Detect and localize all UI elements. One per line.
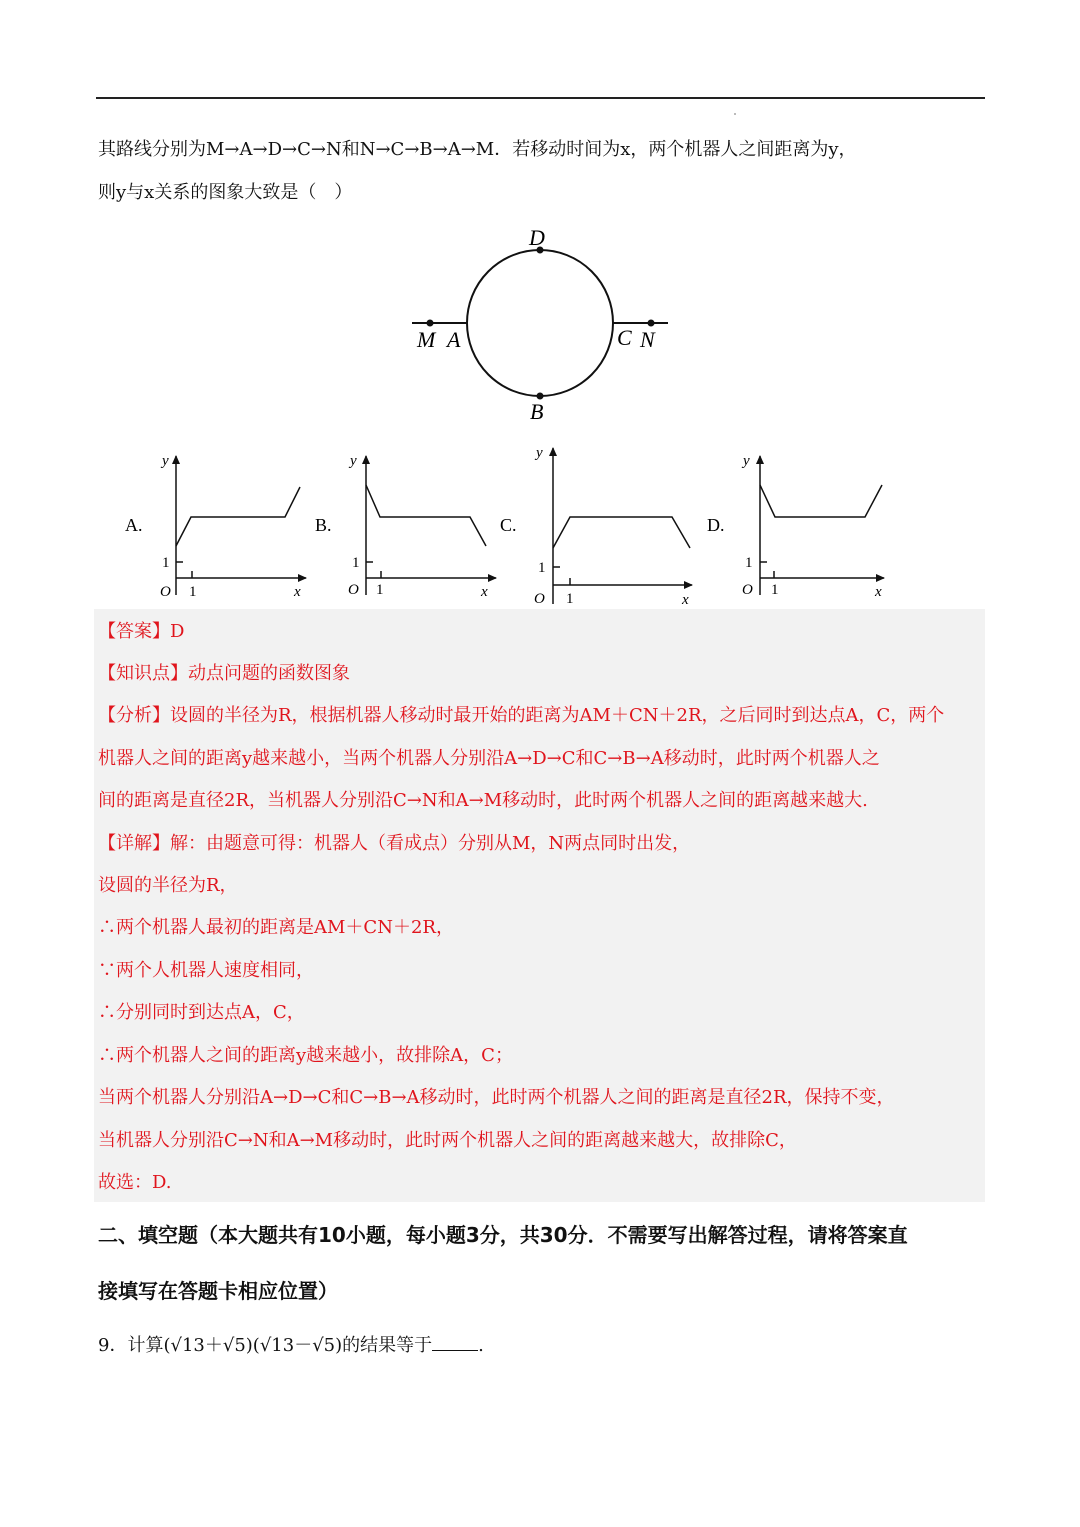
solution-box xyxy=(94,609,985,1202)
option-d-graph xyxy=(707,453,884,600)
detail-line-9: 故选：D. xyxy=(98,1172,172,1193)
svg-text:O: O xyxy=(742,582,753,598)
option-c-curve xyxy=(553,517,690,548)
label-n: N xyxy=(640,327,655,352)
analysis-line-3: 间的距离是直径2R，当机器人分别沿C→N和A→M移动时，此时两个机器人之间的距离越来越大. xyxy=(98,790,868,811)
svg-text:1: 1 xyxy=(771,582,779,598)
label-d: D xyxy=(529,225,545,250)
svg-text:O: O xyxy=(160,584,171,600)
circle xyxy=(467,250,613,396)
svg-text:x: x xyxy=(481,584,488,600)
option-c-label: C. xyxy=(500,515,517,535)
q9-end: . xyxy=(478,1335,484,1356)
point-m xyxy=(427,320,434,327)
svg-text:x: x xyxy=(682,592,689,608)
svg-text:1: 1 xyxy=(566,591,574,607)
circle-figure xyxy=(400,225,680,430)
section2-title-line-2: 接填写在答题卡相应位置） xyxy=(98,1279,338,1303)
header-dot xyxy=(734,113,736,115)
label-b: B xyxy=(530,399,544,424)
detail-line-1: 【详解】解：由题意可得：机器人（看成点）分别从M，N两点同时出发， xyxy=(98,833,691,854)
section2-title-line-1: 二、填空题（本大题共有10小题，每小题3分，共30分．不需要写出解答过程，请将答案直 xyxy=(98,1223,908,1247)
point-n xyxy=(648,320,655,327)
svg-text:y: y xyxy=(743,453,750,469)
detail-line-8: 当机器人分别沿C→N和A→M移动时，此时两个机器人之间的距离越来越大，故排除C， xyxy=(98,1130,797,1151)
option-d-curve xyxy=(760,485,882,517)
q9-expression: (√13＋√5)(√13－√5) xyxy=(163,1335,343,1356)
option-d-label: D. xyxy=(707,515,725,535)
svg-text:O: O xyxy=(348,582,359,598)
header-rule xyxy=(96,97,985,99)
option-b-curve xyxy=(366,485,486,546)
svg-text:1: 1 xyxy=(189,584,197,600)
option-graphs xyxy=(110,440,930,608)
q9-prefix: 9．计算 xyxy=(98,1335,164,1356)
option-a-label: A. xyxy=(125,515,143,535)
q9-suffix: 的结果等于 xyxy=(342,1335,433,1356)
label-c: C xyxy=(617,325,632,350)
svg-text:1: 1 xyxy=(352,555,360,571)
q9-answer-blank[interactable] xyxy=(432,1332,478,1351)
svg-text:1: 1 xyxy=(745,555,753,571)
svg-text:x: x xyxy=(294,584,301,600)
svg-text:y: y xyxy=(536,445,543,461)
question-line-2: 则y与x关系的图象大致是（ ） xyxy=(98,182,353,203)
option-b-graph xyxy=(315,453,496,600)
detail-line-2: 设圆的半径为R， xyxy=(98,875,238,896)
option-b-label: B. xyxy=(315,515,332,535)
label-a: A xyxy=(447,327,461,352)
question-line-1: 其路线分别为M→A→D→C→N和N→C→B→A→M．若移动时间为x，两个机器人之间距离为y， xyxy=(98,139,857,160)
svg-text:y: y xyxy=(350,453,357,469)
knowledge-line: 【知识点】动点问题的函数图象 xyxy=(98,663,350,684)
detail-line-3: ∴两个机器人最初的距离是AM＋CN＋2R， xyxy=(98,917,454,938)
analysis-line-2: 机器人之间的距离y越来越小，当两个机器人分别沿A→D→C和C→B→A移动时，此时两个机器人之 xyxy=(98,748,880,769)
svg-text:1: 1 xyxy=(538,560,546,576)
detail-line-5: ∴分别同时到达点A，C， xyxy=(98,1002,305,1023)
svg-text:1: 1 xyxy=(162,555,170,571)
analysis-line-1: 【分析】设圆的半径为R，根据机器人移动时最开始的距离为AM＋CN＋2R，之后同时到达点A，C，两个 xyxy=(98,705,945,726)
detail-line-7: 当两个机器人分别沿A→D→C和C→B→A移动时，此时两个机器人之间的距离是直径2R，保持不变， xyxy=(98,1087,895,1108)
question-9 xyxy=(98,1332,484,1358)
svg-text:O: O xyxy=(534,591,545,607)
detail-line-4: ∵两个人机器人速度相同， xyxy=(98,960,314,981)
svg-text:x: x xyxy=(875,584,882,600)
option-a-graph xyxy=(125,453,306,600)
svg-text:y: y xyxy=(162,453,169,469)
option-c-graph xyxy=(500,445,692,608)
label-m: M xyxy=(417,327,436,352)
detail-line-6: ∴两个机器人之间的距离y越来越小，故排除A，C； xyxy=(98,1045,513,1066)
option-a-curve xyxy=(176,487,300,546)
svg-text:1: 1 xyxy=(376,582,384,598)
answer-line: 【答案】D xyxy=(98,621,185,642)
